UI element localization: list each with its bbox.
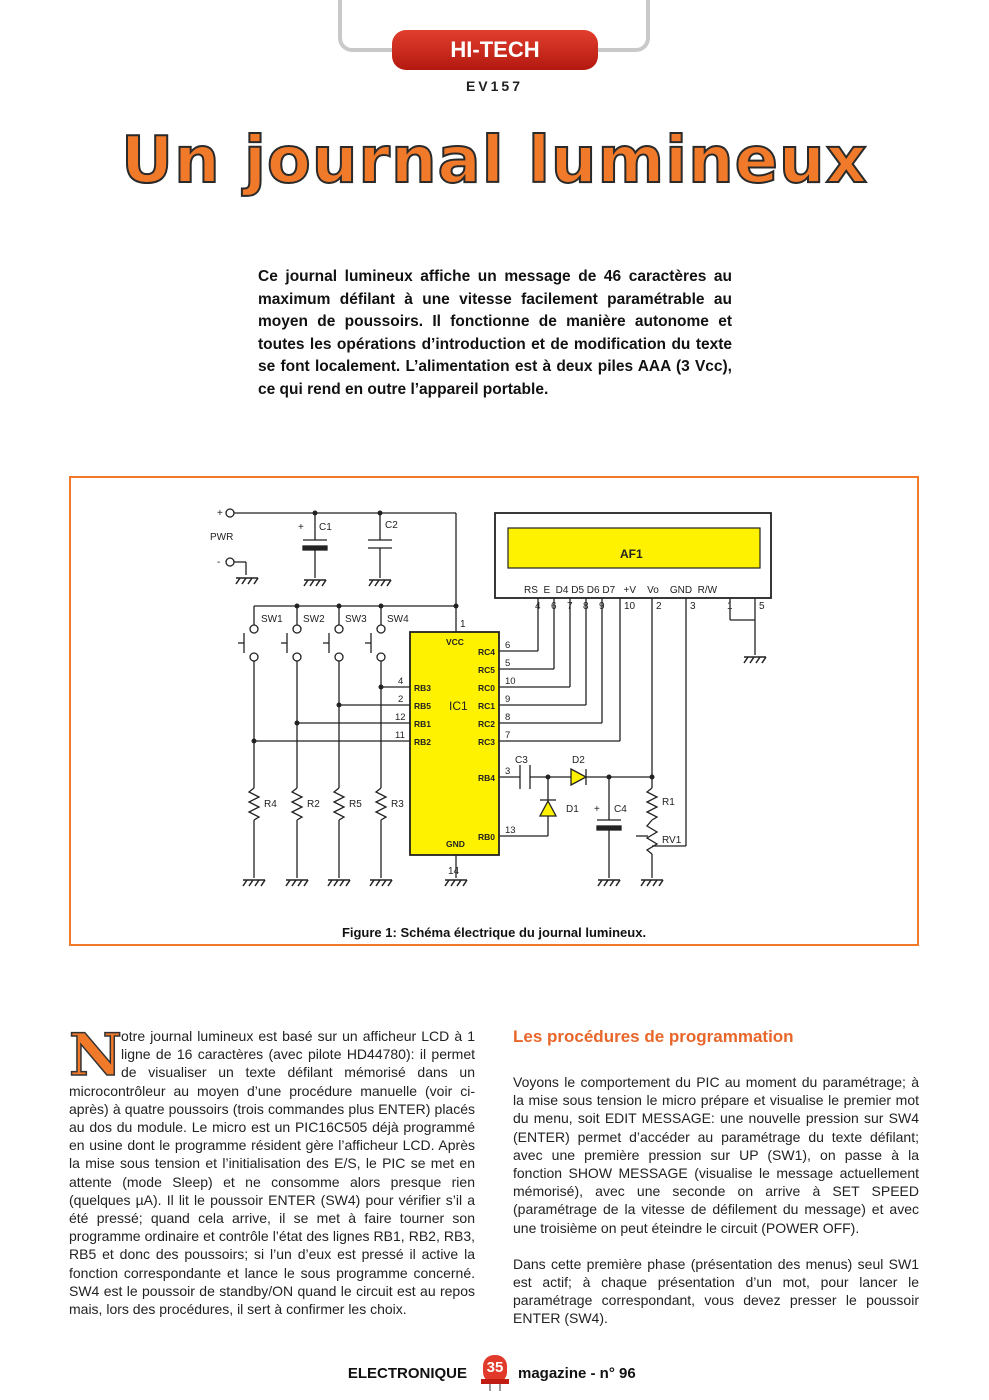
pin-num: 9 (505, 694, 511, 705)
lcd-pin-num: 10 (624, 601, 636, 612)
pin-num: 11 (395, 730, 405, 741)
lcd-pin-num: 7 (567, 601, 573, 612)
label-lcd-pins: RS E D4 D5 D6 D7 +V Vo GND R/W (524, 585, 718, 596)
lcd-pin-num: 9 (599, 601, 605, 612)
ic-label-gnd: GND (446, 839, 465, 849)
lcd-pin-num: 5 (759, 601, 765, 612)
ic-label-rb5: RB5 (414, 701, 432, 711)
lcd-pin-num: 4 (535, 601, 541, 612)
pin-num: 4 (398, 676, 404, 687)
lcd-pin-num: 1 (727, 601, 733, 612)
body-paragraph: otre journal lumineux est basé sur un afficheur LCD à 1 ligne de 16 caractères (avec pilote HD44780): il permet de visualiser un texte défilant mémorisé dans un microcontrôleur au moyen d’une procédure manuelle (voir ci-après) à quatre poussoirs (trois commandes plus ENTER) placés au dos du module. Le micro est un PIC16C505 déjà programmé en usine dont le programme résident gère l’afficheur LCD. Après la mise sous tension et l’initialisation des E/S, le PIC se met en attente (mode Sleep) et ne consomme alors presque rien (quelques µA). Il lit le poussoir ENTER (SW4) pour vérifier s’il a été pressé; quand cela arrive, il se met à faire tourner son programme ordinaire et contrôle l’état des lignes RB1, RB2, RB3, RB5 et donc des poussoirs; si l’un d’eux est pressé il active la fonction correspondante et lance le sous programme concerné. SW4 est le poussoir de standby/ON quand le circuit est au repos mais, lors des procédures, il sert à confirmer les choix. (69, 1028, 475, 1318)
label-c3: C3 (515, 755, 528, 766)
label-r5: R5 (349, 799, 362, 810)
label-d1: D1 (566, 804, 579, 815)
pin-num: 6 (505, 640, 511, 651)
ic-label-rb2: RB2 (414, 737, 432, 747)
circuit-schematic (205, 498, 790, 900)
ic-label-vcc: VCC (446, 637, 464, 647)
body-paragraph: Dans cette première phase (présentation des menus) seul SW1 est actif; à chaque présentation d’un mot, pour lancer le paramétrage correspondant, vous devez presser le poussoir ENTER (SW4). (513, 1255, 919, 1327)
label-plus: + (217, 508, 223, 519)
label-pin-gnd-ic: 14 (448, 866, 460, 877)
article-title: Un journal lumineux (121, 124, 868, 198)
label-r4: R4 (264, 799, 277, 810)
label-r2: R2 (307, 799, 320, 810)
ic-label-rc5: RC5 (478, 665, 496, 675)
label-c1: C1 (319, 522, 332, 533)
label-d2: D2 (572, 755, 585, 766)
drop-cap: N (69, 1021, 123, 1089)
pin-num: 7 (505, 730, 511, 741)
ic-label-rb0: RB0 (478, 832, 496, 842)
footer-issue: magazine - n° 96 (518, 1365, 636, 1382)
lcd-pin-num: 8 (583, 601, 589, 612)
body-paragraph: Voyons le comportement du PIC au moment du paramétrage; à la mise sous tension le micro prépare et visualise le premier mot du menu, soit EDIT MESSAGE: une nouvelle pression sur SW4 (ENTER) permet d’accéder au paramétrage du texte défilant; avec une première pression sur UP (SW1), on passe à la fonction SHOW MESSAGE (visualise le message actuellement mémorisé), avec une seconde on arrive à SET SPEED (paramétrage de la vitesse de défilement du message) et avec une troisième on peut éteindre le circuit (POWER OFF). (513, 1074, 919, 1236)
lcd-pin-num: 6 (551, 601, 557, 612)
section-heading: Les procédures de programmation (513, 1027, 794, 1046)
intro-paragraph: Ce journal lumineux affiche un message de 46 caractères au maximum défilant à une vitesse facilement paramétrable au moyen de poussoirs. Il fonctionne de manière autonome et toutes les opérations d’introduction et de modification du texte se font localement. L’alimentation est à deux piles AAA (3 Vcc), ce qui rend en outre l’appareil portable. (258, 268, 732, 398)
label-rv1: RV1 (662, 835, 682, 846)
label-pin-vcc-ic: 1 (460, 619, 466, 630)
ic-label-rc0: RC0 (478, 683, 496, 693)
left-column (69, 1021, 475, 1318)
lcd-pin-num: 3 (690, 601, 696, 612)
label-r3: R3 (391, 799, 404, 810)
footer-magazine-name: ELECTRONIQUE (347, 1365, 467, 1382)
pin-num: 2 (398, 694, 404, 705)
label-c4: C4 (614, 804, 627, 815)
label-sw1: SW1 (261, 614, 283, 625)
label-c1-plus: + (298, 522, 304, 533)
ic-label-rc1: RC1 (478, 701, 496, 711)
label-sw3: SW3 (345, 614, 367, 625)
page-number: 35 (486, 1359, 504, 1376)
ic-label-rb1: RB1 (414, 719, 432, 729)
label-c4-plus: + (594, 804, 600, 815)
ic-label-rc4: RC4 (478, 647, 496, 657)
label-pwr: PWR (210, 532, 234, 543)
pin-num: 3 (505, 766, 511, 777)
label-af1: AF1 (620, 547, 643, 561)
article-code: EV157 (465, 78, 524, 94)
ic-label-rc3: RC3 (478, 737, 496, 747)
label-sw4: SW4 (387, 614, 409, 625)
label-sw2: SW2 (303, 614, 325, 625)
pin-num: 5 (505, 658, 511, 669)
pin-num: 8 (505, 712, 511, 723)
page-footer (0, 1355, 989, 1391)
ic-label-ic1: IC1 (449, 699, 468, 713)
lcd-pin-num: 2 (656, 601, 662, 612)
section-tab: HI-TECH (392, 30, 598, 70)
label-c2: C2 (385, 520, 398, 531)
pin-num: 10 (505, 676, 516, 687)
right-column (513, 1027, 919, 1328)
pin-num: 12 (395, 712, 406, 723)
label-minus: - (217, 557, 221, 568)
label-r1: R1 (662, 797, 675, 808)
figure-caption: Figure 1: Schéma électrique du journal lumineux. (341, 925, 647, 940)
ic-label-rc2: RC2 (478, 719, 496, 729)
ic-label-rb3: RB3 (414, 683, 432, 693)
ic-label-rb4: RB4 (478, 773, 496, 783)
pin-num: 13 (505, 825, 516, 836)
